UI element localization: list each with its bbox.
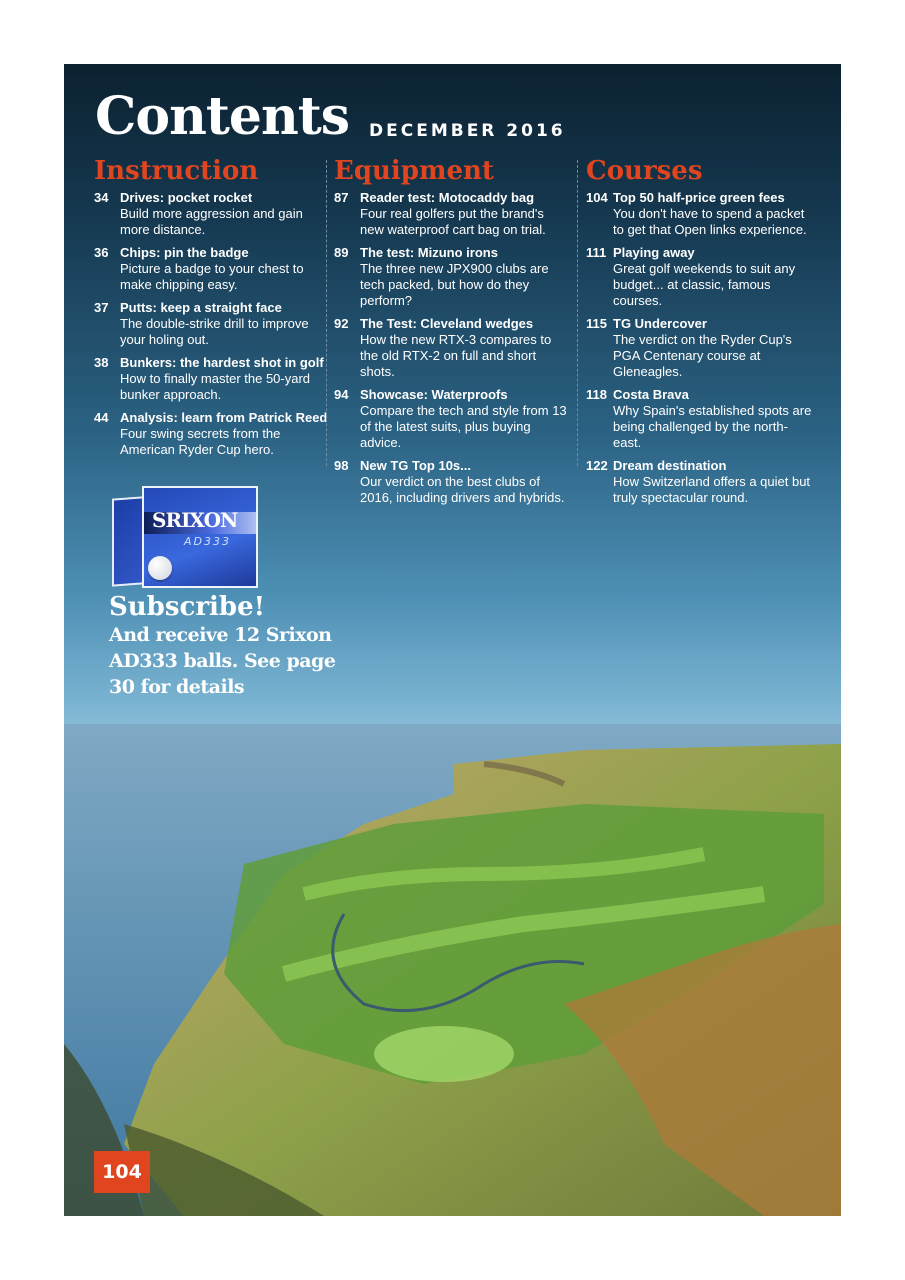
entry-page-number: 115 xyxy=(586,316,607,331)
contents-entry xyxy=(334,316,568,380)
entry-title: Putts: keep a straight face xyxy=(120,300,282,315)
entry-page-number: 98 xyxy=(334,458,349,473)
contents-entry xyxy=(334,458,568,506)
contents-entry xyxy=(94,300,322,348)
entry-title: Costa Brava xyxy=(613,387,689,402)
entry-page-number: 37 xyxy=(94,300,109,315)
magazine-page xyxy=(64,64,841,1216)
instruction-column xyxy=(94,156,328,465)
entry-title: Bunkers: the hardest shot in golf xyxy=(120,355,324,370)
entry-description: The verdict on the Ryder Cup's PGA Centenary course at Gleneagles. xyxy=(613,332,792,379)
promo-line: And receive 12 Srixon xyxy=(109,624,332,646)
entry-description: You don't have to spend a packet to get that Open links experience. xyxy=(613,206,807,237)
contents-entry xyxy=(586,245,814,309)
contents-entry xyxy=(334,245,568,309)
promo-line: 30 for details xyxy=(109,676,245,698)
entry-page-number: 104 xyxy=(586,190,608,205)
contents-entry xyxy=(334,387,568,451)
entry-description: Build more aggression and gain more distance. xyxy=(120,206,303,237)
entry-page-number: 94 xyxy=(334,387,349,402)
entry-title: Dream destination xyxy=(613,458,727,473)
promo-line: AD333 balls. See page xyxy=(109,650,336,672)
entry-description: How the new RTX-3 compares to the old RTX-2 on full and short shots. xyxy=(360,332,552,379)
entry-description: Great golf weekends to suit any budget... at classic, famous courses. xyxy=(613,261,796,308)
issue-date: DECEMBER 2016 xyxy=(369,121,566,141)
entry-page-number: 118 xyxy=(586,387,607,402)
section-title-equipment: Equipment xyxy=(334,156,494,186)
contents-entry xyxy=(586,387,814,451)
entry-page-number: 87 xyxy=(334,190,349,205)
entry-page-number: 38 xyxy=(94,355,109,370)
contents-entry xyxy=(94,245,322,293)
entry-title: Reader test: Motocaddy bag xyxy=(360,190,535,205)
subscribe-heading: Subscribe! xyxy=(109,592,266,622)
aerial-golf-course-photo xyxy=(64,724,841,1216)
contents-entry xyxy=(94,410,328,458)
entry-title: Drives: pocket rocket xyxy=(120,190,253,205)
entry-description: Compare the tech and style from 13 of the latest suits, plus buying advice. xyxy=(360,403,567,450)
entry-title: Playing away xyxy=(613,245,695,260)
entry-title: Chips: pin the badge xyxy=(120,245,249,260)
entry-page-number: 36 xyxy=(94,245,109,260)
entry-title: Showcase: Waterproofs xyxy=(360,387,508,402)
entry-description: How to finally master the 50-yard bunker approach. xyxy=(120,371,311,402)
column-divider xyxy=(577,160,578,466)
contents-entry xyxy=(94,190,322,238)
box-brand-logo: SRIXON xyxy=(152,508,238,532)
contents-entry xyxy=(586,458,814,506)
contents-entry xyxy=(586,316,814,380)
contents-entry xyxy=(334,190,568,238)
entry-page-number: 92 xyxy=(334,316,349,331)
contents-entry xyxy=(586,190,814,238)
entry-description: Four swing secrets from the American Ryder Cup hero. xyxy=(120,426,281,457)
entry-page-number: 111 xyxy=(586,245,607,260)
golf-ball-icon xyxy=(148,556,172,580)
entry-description: The three new JPX900 clubs are tech packed, but how do they perform? xyxy=(360,261,549,308)
srixon-ball-box-image xyxy=(112,486,258,586)
entry-description: Four real golfers put the brand's new waterproof cart bag on trial. xyxy=(360,206,546,237)
subscribe-promo[interactable] xyxy=(109,592,369,700)
entry-description: Why Spain's established spots are being challenged by the north-east. xyxy=(613,403,812,450)
entry-page-number: 44 xyxy=(94,410,109,425)
entry-description: Picture a badge to your chest to make chipping easy. xyxy=(120,261,304,292)
entry-title: Top 50 half-price green fees xyxy=(613,190,785,205)
column-divider xyxy=(326,160,327,466)
entry-title: The test: Mizuno irons xyxy=(360,245,498,260)
contents-entry xyxy=(94,355,322,403)
entry-title: Analysis: learn from Patrick Reed xyxy=(120,410,328,425)
entry-page-number: 34 xyxy=(94,190,109,205)
entry-title: The Test: Cleveland wedges xyxy=(360,316,534,331)
courses-column xyxy=(586,156,814,513)
entry-description: The double-strike drill to improve your holing out. xyxy=(120,316,309,347)
section-title-courses: Courses xyxy=(586,156,703,186)
entry-description: Our verdict on the best clubs of 2016, including drivers and hybrids. xyxy=(360,474,565,505)
box-model-label: AD333 xyxy=(184,535,231,548)
entry-title: New TG Top 10s... xyxy=(360,458,472,473)
page-title: Contents xyxy=(95,86,350,147)
section-title-instruction: Instruction xyxy=(94,156,259,186)
equipment-column xyxy=(334,156,568,513)
page-number-badge: 104 xyxy=(94,1151,150,1193)
entry-title: TG Undercover xyxy=(613,316,707,331)
entry-page-number: 89 xyxy=(334,245,349,260)
entry-page-number: 122 xyxy=(586,458,608,473)
entry-description: How Switzerland offers a quiet but truly spectacular round. xyxy=(613,474,811,505)
